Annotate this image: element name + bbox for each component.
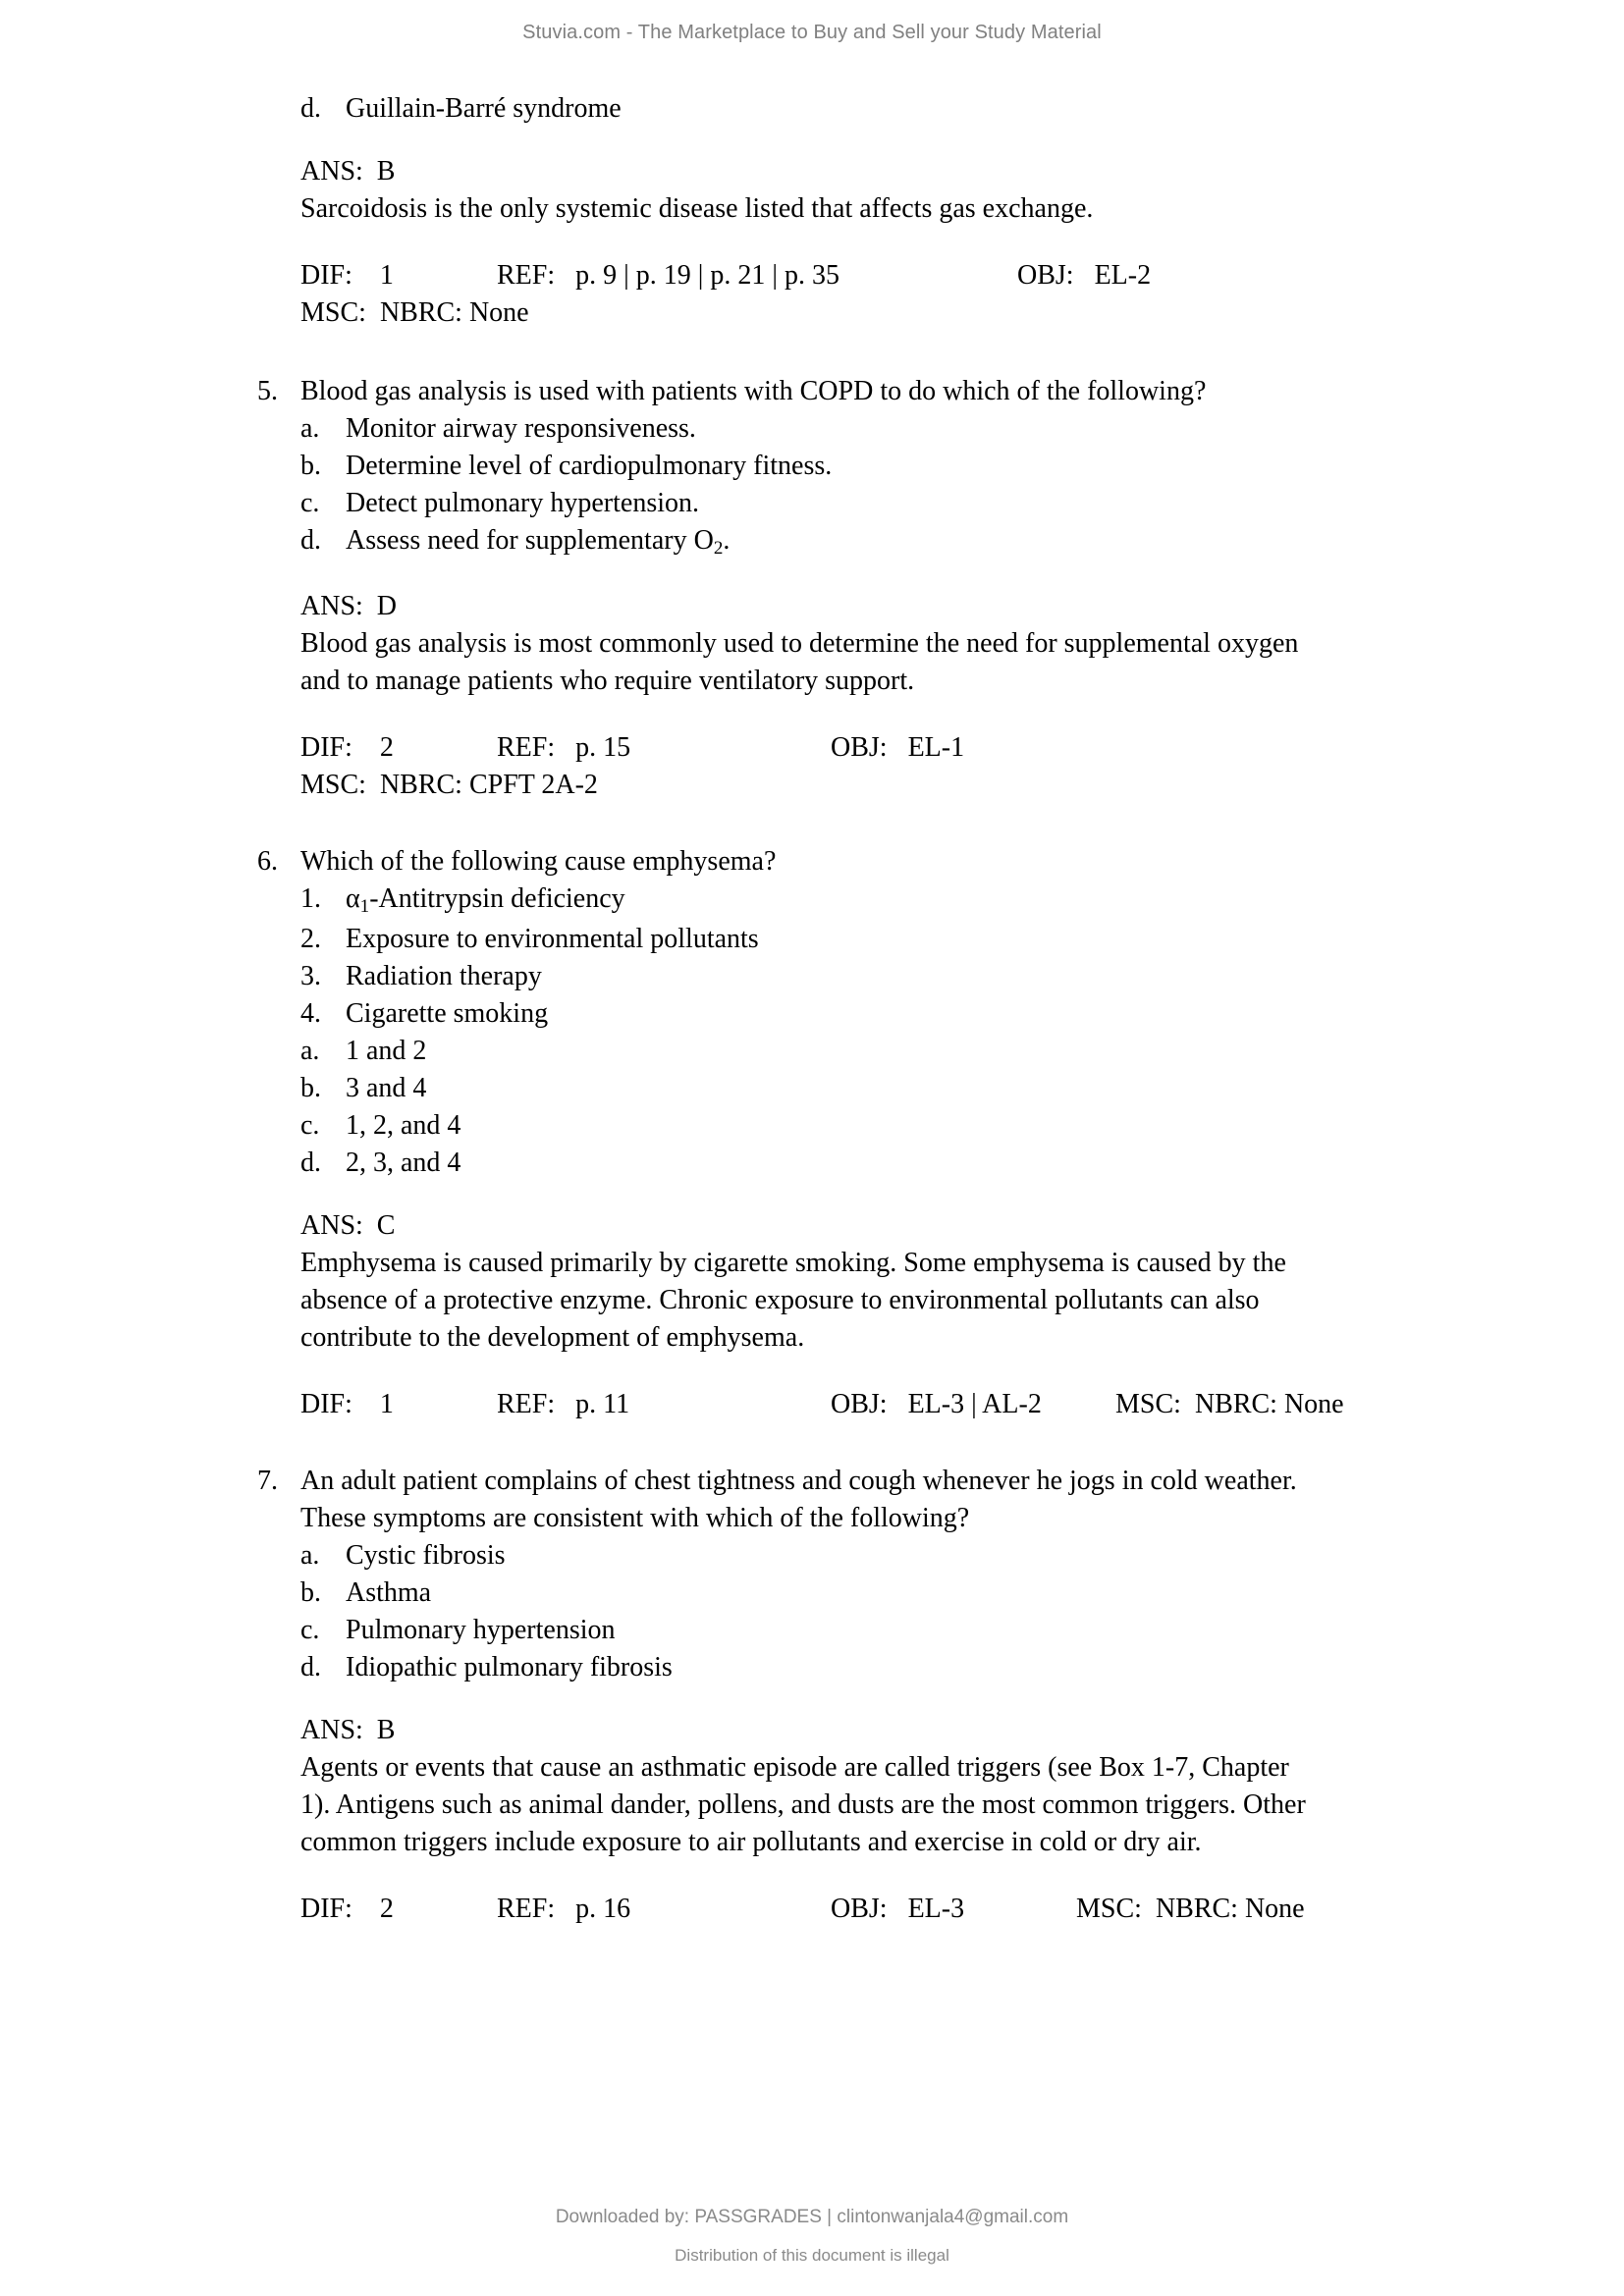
option-text: Pulmonary hypertension	[346, 1615, 616, 1645]
option-text	[346, 522, 1510, 562]
stuvia-watermark-header: Stuvia.com - The Marketplace to Buy and Sell your Study Material	[522, 22, 1102, 43]
option-text: Asthma	[346, 1577, 432, 1608]
option-item[interactable]	[300, 90, 1510, 128]
answer-rationale: Emphysema is caused primarily by cigarette smoking. Some emphysema is caused by the absence of a protective enzyme. Chronic exposure to environmental pollutants can also contribute to the development of emphysema.	[300, 1248, 1286, 1353]
obj-field	[1017, 257, 1263, 294]
option-item[interactable]	[300, 485, 1510, 522]
metadata-row-secondary	[300, 294, 1510, 332]
answer-value: B	[376, 1715, 396, 1745]
ref-value: p. 15	[575, 732, 631, 763]
ref-label: REF:	[497, 260, 556, 291]
dif-field	[300, 1891, 497, 1928]
msc-value: NBRC: CPFT 2A-2	[379, 770, 598, 800]
answer-rationale: Agents or events that cause an asthmatic episode are called triggers (see Box 1-7, Chapter 1). Antigens such as animal dander, pollens, and dusts are the most common triggers. Other common triggers include exposure to air pollutants and exercise in cold or dry air.	[300, 1752, 1306, 1857]
metadata-group	[253, 729, 1510, 804]
msc-field	[300, 294, 529, 332]
option-text: 1 and 2	[346, 1036, 427, 1066]
option-text: Idiopathic pulmonary fibrosis	[346, 1652, 673, 1682]
ref-label: REF:	[497, 1389, 556, 1419]
metadata-row-primary	[300, 729, 1510, 767]
numbered-item	[300, 921, 1510, 958]
option-label: d.	[300, 1148, 321, 1178]
dif-value: 1	[379, 1389, 394, 1419]
subscript-two: 2	[713, 537, 724, 559]
metadata-row-primary	[300, 257, 1510, 294]
ref-field	[497, 1386, 831, 1423]
option-label: b.	[300, 1073, 321, 1103]
obj-value: EL-2	[1094, 260, 1152, 291]
option-label: b.	[300, 451, 321, 481]
question-heading	[253, 843, 1510, 881]
option-text-tail: .	[723, 525, 731, 556]
option-item[interactable]	[300, 1612, 1510, 1649]
obj-field	[831, 1891, 1076, 1928]
answer-line	[300, 1207, 1510, 1245]
numbered-item-text: Exposure to environmental pollutants	[346, 924, 759, 954]
answer-rationale: Sarcoidosis is the only systemic disease listed that affects gas exchange.	[300, 193, 1094, 224]
obj-field	[831, 1386, 1115, 1423]
answer-value: D	[376, 591, 398, 621]
dif-label: DIF:	[300, 1894, 352, 1924]
dif-value: 1	[379, 260, 394, 291]
continued-question-fragment	[253, 90, 1510, 332]
answer-value: C	[376, 1210, 396, 1241]
obj-field	[831, 729, 1076, 767]
numbered-item-text	[346, 881, 1510, 921]
numbered-item-text-main: -Antitrypsin deficiency	[369, 883, 625, 914]
option-text: Determine level of cardiopulmonary fitness.	[346, 451, 833, 481]
answer-label: ANS:	[300, 156, 363, 187]
answer-label: ANS:	[300, 1210, 363, 1241]
ref-field	[497, 729, 831, 767]
option-item[interactable]	[300, 522, 1510, 562]
question-heading	[253, 373, 1510, 410]
numbered-item	[300, 881, 1510, 921]
greek-alpha: α	[346, 883, 360, 914]
dif-label: DIF:	[300, 1389, 352, 1419]
numbered-item-text: Radiation therapy	[346, 961, 542, 991]
metadata-row-primary	[300, 1891, 1510, 1928]
obj-label: OBJ:	[831, 1389, 888, 1419]
answer-block	[253, 588, 1510, 700]
question-heading	[253, 1463, 1510, 1537]
subscript-one: 1	[359, 895, 370, 917]
question-7	[253, 1463, 1510, 1928]
answer-line	[300, 1712, 1510, 1749]
obj-value: EL-3	[907, 1894, 965, 1924]
dif-field	[300, 729, 497, 767]
ref-label: REF:	[497, 732, 556, 763]
metadata-group	[253, 1386, 1510, 1423]
numbered-item	[300, 958, 1510, 995]
numbered-item-label: 1.	[300, 883, 321, 914]
dif-value: 2	[379, 732, 394, 763]
numbered-item-label: 3.	[300, 961, 321, 991]
msc-label: MSC:	[300, 297, 366, 328]
msc-field	[1076, 1891, 1305, 1928]
option-label: a.	[300, 1540, 320, 1571]
answer-block	[253, 1207, 1510, 1357]
option-item[interactable]	[300, 1145, 1510, 1182]
metadata-group	[253, 1891, 1510, 1928]
option-list	[253, 1537, 1510, 1686]
option-label: a.	[300, 1036, 320, 1066]
question-6	[253, 843, 1510, 1423]
orphan-option-list	[253, 90, 1510, 128]
option-item[interactable]	[300, 448, 1510, 485]
footer-distribution-notice: Distribution of this document is illegal	[675, 2246, 949, 2265]
metadata-row-secondary	[300, 767, 1510, 804]
option-label: d.	[300, 525, 321, 556]
ref-field	[497, 257, 1017, 294]
option-item[interactable]	[300, 1033, 1510, 1070]
option-text: Monitor airway responsiveness.	[346, 413, 696, 444]
option-text-main: Assess need for supplementary O	[346, 525, 714, 556]
answer-block	[253, 153, 1510, 228]
msc-field	[1115, 1386, 1344, 1423]
dif-label: DIF:	[300, 732, 352, 763]
ref-value: p. 16	[575, 1894, 631, 1924]
option-list	[253, 1033, 1510, 1182]
metadata-row-primary	[300, 1386, 1510, 1423]
option-text: 3 and 4	[346, 1073, 427, 1103]
option-item[interactable]	[300, 1649, 1510, 1686]
option-label: c.	[300, 1615, 320, 1645]
dif-field	[300, 1386, 497, 1423]
metadata-group	[253, 257, 1510, 332]
question-5	[253, 373, 1510, 804]
msc-label: MSC:	[1076, 1894, 1142, 1924]
option-label: d.	[300, 93, 321, 124]
ref-label: REF:	[497, 1894, 556, 1924]
option-item[interactable]	[300, 1575, 1510, 1612]
answer-block	[253, 1712, 1510, 1861]
dif-field	[300, 257, 497, 294]
answer-line	[300, 588, 1510, 625]
option-label: d.	[300, 1652, 321, 1682]
option-text: Cystic fibrosis	[346, 1540, 506, 1571]
answer-value: B	[376, 156, 396, 187]
question-stem: An adult patient complains of chest tightness and cough whenever he jogs in cold weather. These symptoms are consistent with which of the following?	[300, 1466, 1297, 1533]
document-content	[253, 90, 1510, 1928]
option-label: c.	[300, 488, 320, 518]
numbered-item-text: Cigarette smoking	[346, 998, 549, 1029]
question-number: 5.	[257, 376, 278, 406]
option-label: a.	[300, 413, 320, 444]
ref-value: p. 11	[575, 1389, 630, 1419]
msc-label: MSC:	[1115, 1389, 1181, 1419]
numbered-item-label: 2.	[300, 924, 321, 954]
msc-value: NBRC: None	[379, 297, 529, 328]
ref-field	[497, 1891, 831, 1928]
obj-value: EL-1	[907, 732, 965, 763]
answer-label: ANS:	[300, 1715, 363, 1745]
option-item[interactable]	[300, 410, 1510, 448]
dif-value: 2	[379, 1894, 394, 1924]
answer-label: ANS:	[300, 591, 363, 621]
obj-label: OBJ:	[831, 1894, 888, 1924]
msc-value: NBRC: None	[1194, 1389, 1344, 1419]
question-stem: Which of the following cause emphysema?	[300, 846, 777, 877]
option-item[interactable]	[300, 1537, 1510, 1575]
question-number: 7.	[257, 1466, 278, 1496]
option-list	[253, 410, 1510, 562]
option-text: 2, 3, and 4	[346, 1148, 461, 1178]
option-label: b.	[300, 1577, 321, 1608]
option-text: Guillain-Barré syndrome	[346, 93, 622, 124]
numbered-item-list	[253, 881, 1510, 1033]
obj-label: OBJ:	[1017, 260, 1074, 291]
option-item[interactable]	[300, 1107, 1510, 1145]
question-stem: Blood gas analysis is used with patients with COPD to do which of the following?	[300, 376, 1207, 406]
numbered-item	[300, 995, 1510, 1033]
option-text: Detect pulmonary hypertension.	[346, 488, 700, 518]
option-item[interactable]	[300, 1070, 1510, 1107]
msc-value: NBRC: None	[1155, 1894, 1305, 1924]
ref-value: p. 9 | p. 19 | p. 21 | p. 35	[575, 260, 839, 291]
option-text: 1, 2, and 4	[346, 1110, 461, 1141]
obj-value: EL-3 | AL-2	[907, 1389, 1042, 1419]
footer-downloaded-by: Downloaded by: PASSGRADES | clintonwanjala4@gmail.com	[555, 2207, 1069, 2227]
obj-label: OBJ:	[831, 732, 888, 763]
question-number: 6.	[257, 846, 278, 877]
msc-label: MSC:	[300, 770, 366, 800]
answer-line	[300, 153, 1510, 190]
dif-label: DIF:	[300, 260, 352, 291]
option-label: c.	[300, 1110, 320, 1141]
msc-field	[300, 767, 598, 804]
answer-rationale: Blood gas analysis is most commonly used to determine the need for supplemental oxygen and to manage patients who require ventilatory support.	[300, 628, 1299, 696]
numbered-item-label: 4.	[300, 998, 321, 1029]
